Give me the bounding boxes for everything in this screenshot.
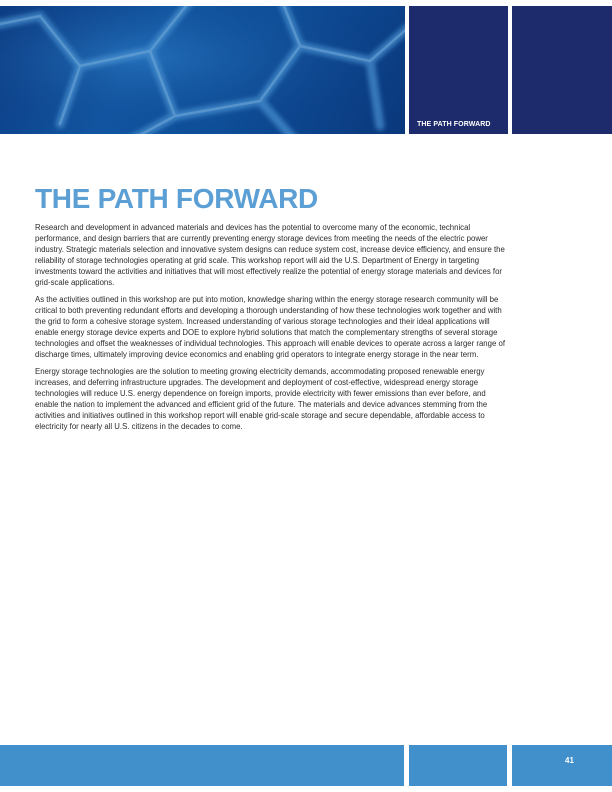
page-number: 41 [565, 756, 574, 765]
molecular-lattice-graphic [0, 6, 405, 134]
footer-bar [0, 745, 404, 786]
paragraph: Energy storage technologies are the solution to meeting growing electricity demands, accommodating proposed renewable energy increases, and deferring infrastructure upgrades. The development and deployment of cost-effective, widespread energy storage technologies will reduce U.S. energy dependence on foreign imports, provide electricity with fewer emissions than ever before, and enable the nation to implement the advanced and efficient grid of the future. The materials and device advances stemming from the activities and initiatives outlined in this workshop report will enable grid-scale storage and secure dependable, affordable access to electricity for nearly all U.S. citizens in the decades to come. [35, 367, 488, 431]
footer-block [409, 745, 507, 786]
header-navy-block-right [512, 6, 612, 134]
header-navy-block [409, 6, 508, 134]
footer-block-right [512, 745, 612, 786]
header-molecular-image [0, 6, 405, 134]
section-label: THE PATH FORWARD [417, 121, 491, 128]
paragraph: As the activities outlined in this workshop are put into motion, knowledge sharing within the energy storage research community will be critical to both preventing redundant efforts and developing a thorough understanding of how these technologies work together and with the grid to form a cohesive storage system. Increased understanding of various storage technologies and their ideal applications will enable energy storage device experts and DOE to explore hybrid solutions that match the complementary strengths of several storage technologies and offset the weaknesses of individual technologies. This approach will enable devices to operate across a larger range of discharge times, ultimately improving device economics and enabling grid operators to integrate energy storage in the near term. [35, 295, 505, 359]
paragraph: Research and development in advanced materials and devices has the potential to overcome many of the economic, technical performance, and design barriers that are currently preventing energy storage devices from meeting the needs of the electric power industry. Strategic materials selection and innovative system designs can reduce system cost, increase device efficiency, and ensure the reliability of storage technologies operating at grid scale. This workshop report will aid the U.S. Department of Energy in targeting investments toward the activities and initiatives that will most effectively realize the potential of energy storage materials and devices for grid-scale applications. [35, 223, 505, 287]
page-title: THE PATH FORWARD [35, 183, 318, 214]
body-text [35, 222, 505, 438]
